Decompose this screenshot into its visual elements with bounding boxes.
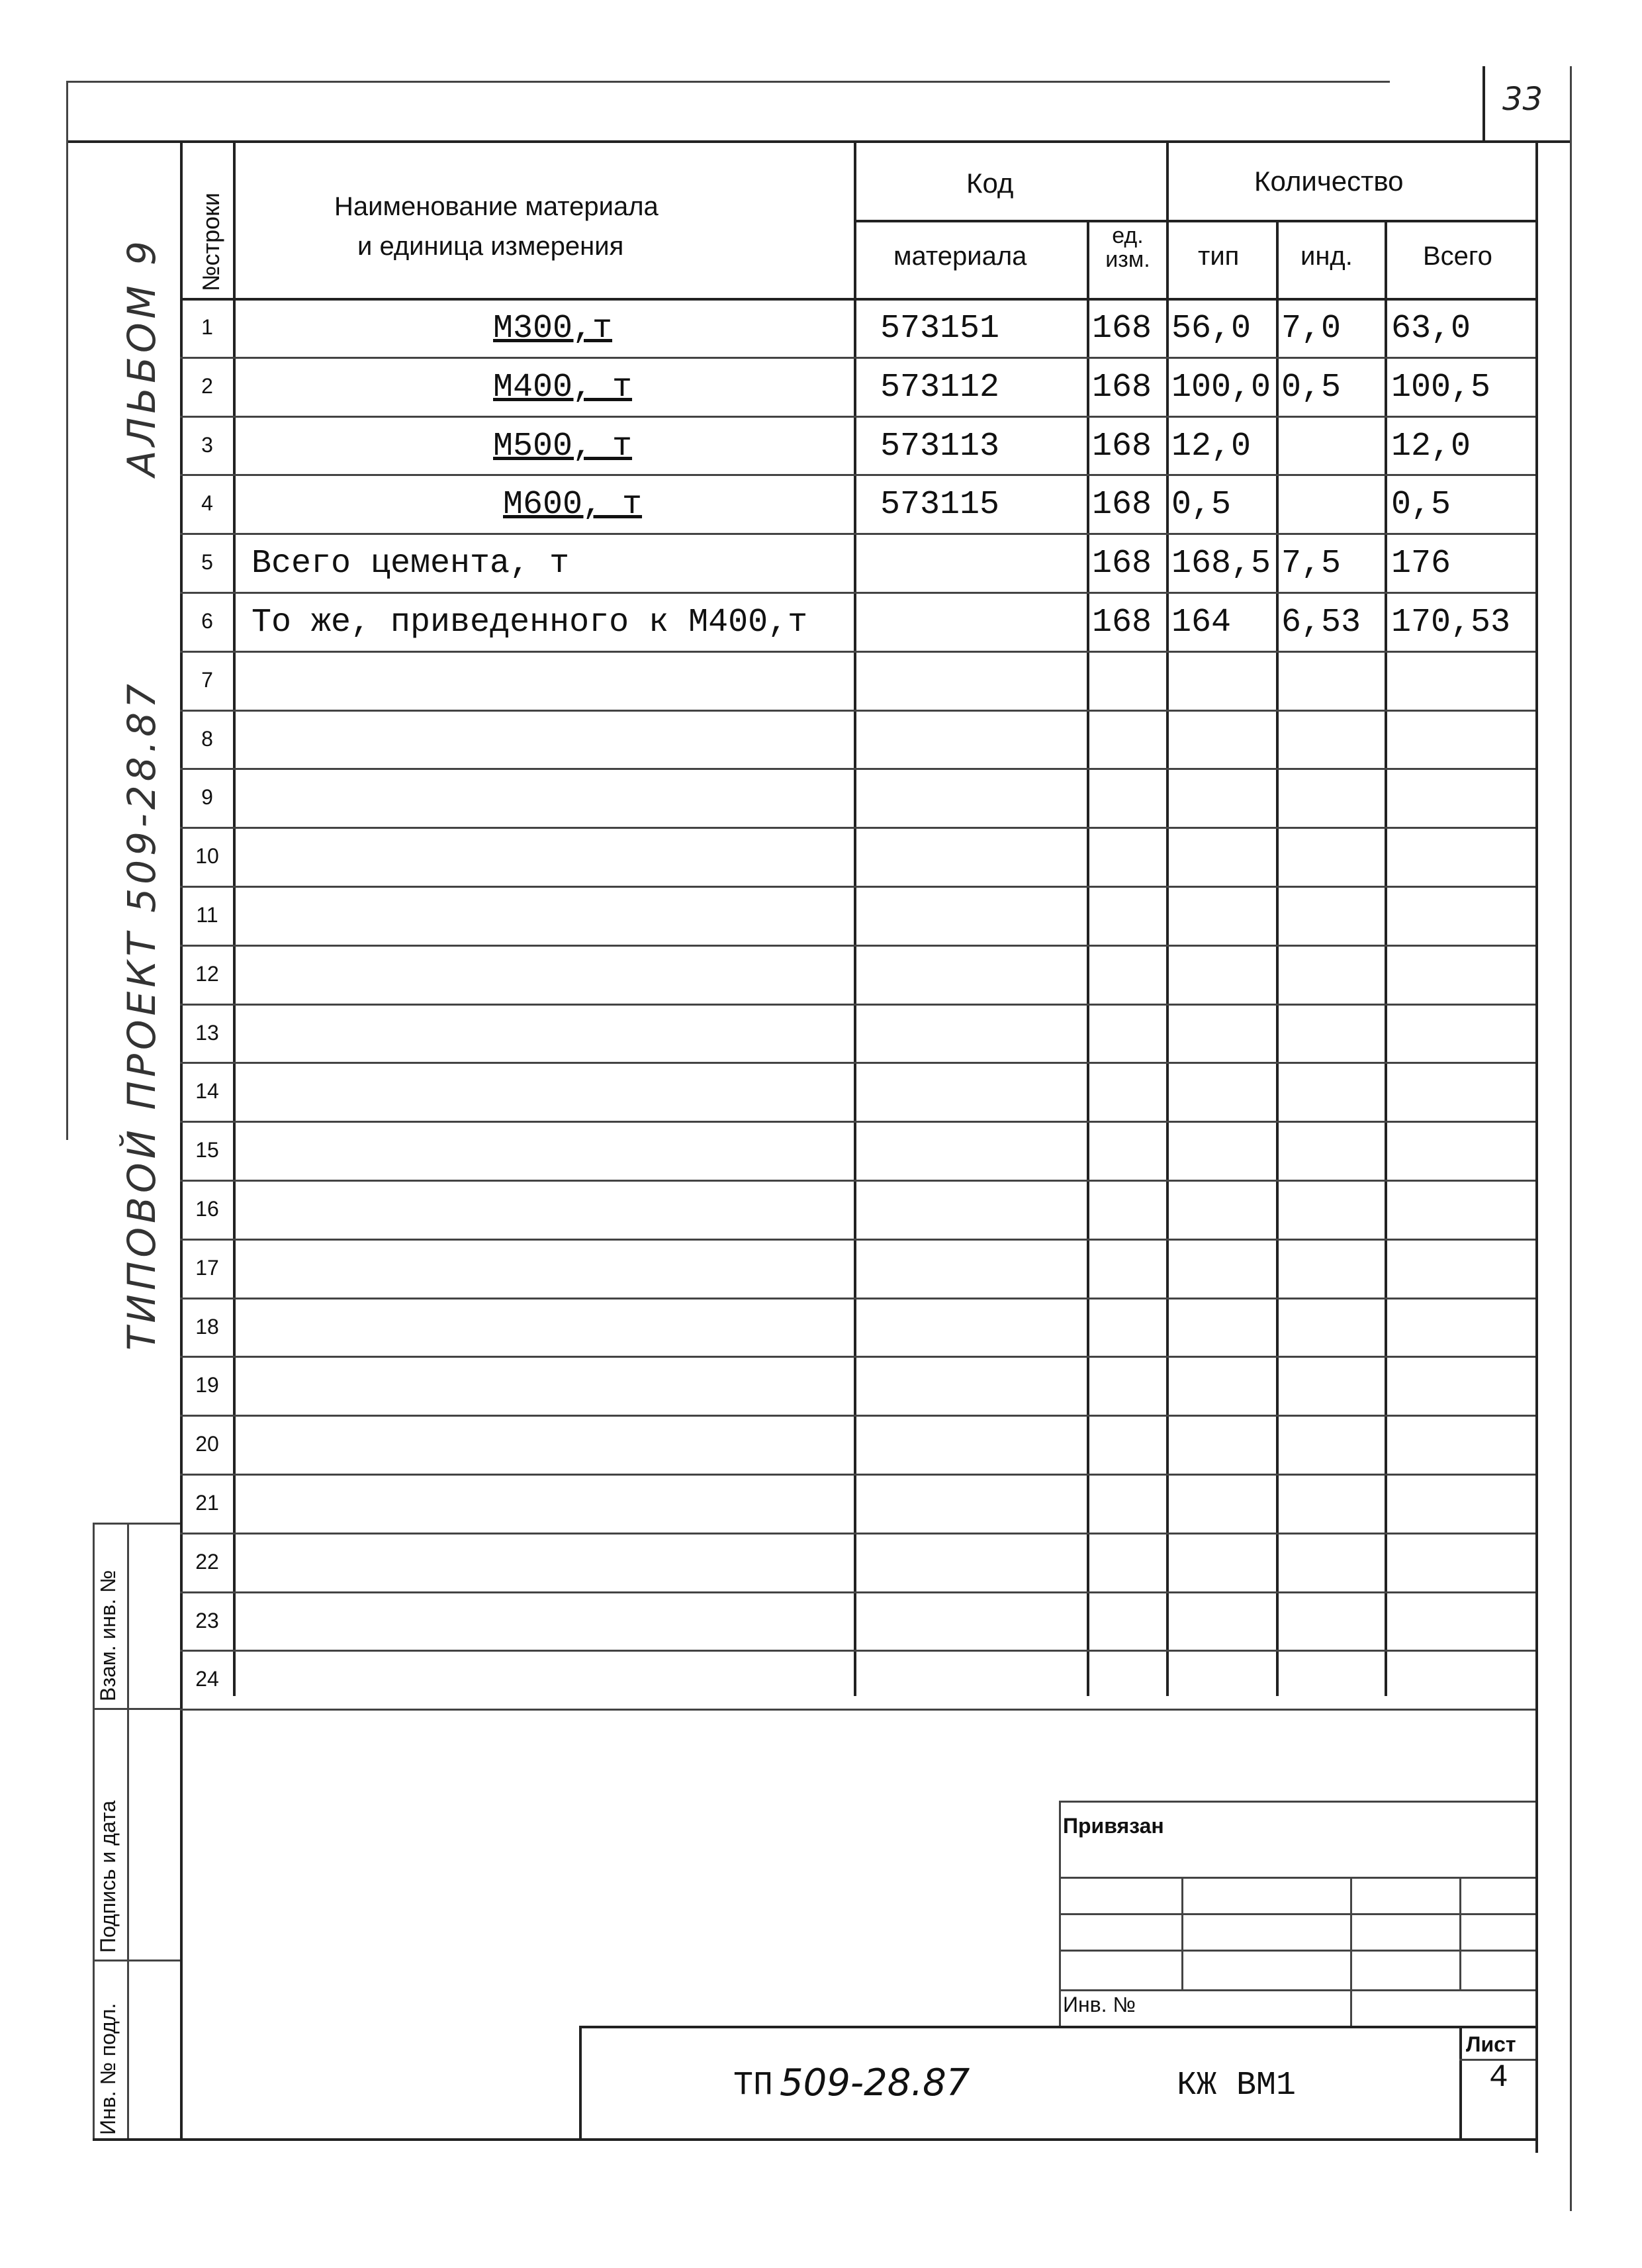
cell-unit: 168 [1092,310,1152,348]
cell-code: 573151 [880,310,1000,348]
table-row-line [180,1591,1535,1593]
stamp-inv-podl: Инв. № подл. [96,2003,120,2135]
tb-doc-number: 509-28.87 [780,2061,970,2104]
header-code-material: материала [893,242,1027,271]
cell-ind: 6,53 [1281,604,1361,641]
cell-name: М500, т [493,427,633,465]
table-row-line [180,651,1535,653]
stamp-col-left [93,1523,95,2138]
cell-typ: 100,0 [1171,368,1271,406]
cell-typ: 0,5 [1171,486,1232,524]
cell-name: Всего цемента, т [251,545,570,583]
cell-total: 63,0 [1391,310,1471,348]
tb-inv-no: Инв. № [1063,1993,1136,2016]
cell-name: М400, т [493,368,633,406]
cell-code: 573113 [880,427,1000,465]
top-frame-line [66,81,1390,83]
table-row-line [180,1239,1535,1241]
header-name-line2: и единица измерения [357,232,624,261]
row-number: 18 [195,1314,219,1339]
table-row-line [180,1356,1535,1358]
header-quantity: Количество [1254,165,1404,197]
frame-outer-right-line [1570,66,1572,2211]
table-row-line [180,592,1535,594]
cell-total: 170,53 [1391,604,1511,641]
col-name-right [854,140,856,1696]
cell-unit: 168 [1092,368,1152,406]
table-row-line [180,1004,1535,1006]
cell-total: 100,5 [1391,368,1491,406]
table-row-line [180,886,1535,888]
table-row-line [180,1062,1535,1064]
cell-typ: 56,0 [1171,310,1252,348]
header-code: Код [966,167,1014,199]
frame-bottom-line [93,2138,1537,2141]
tb-sheet-left-line [1459,2026,1462,2138]
cell-unit: 168 [1092,427,1152,465]
tb-grid-col-2 [1350,1877,1352,2026]
stamp-col-mid [127,1523,129,2138]
album-label: АЛЬБОМ 9 [119,237,164,477]
tb-main-left-line [579,2026,582,2138]
row-number: 19 [195,1373,219,1397]
col-unit-right [1166,140,1169,1696]
row-number: 20 [195,1432,219,1456]
table-row-line [180,1298,1535,1299]
table-row-line [180,357,1535,359]
frame-left-line [180,140,183,2140]
cell-ind: 7,0 [1281,310,1342,348]
header-bottom-line [180,298,1535,301]
table-row-line [180,1121,1535,1123]
tb-doc-mark: КЖ ВМ1 [1177,2067,1297,2104]
table-row-line [180,827,1535,829]
row-number: 17 [195,1255,219,1280]
header-qty-type: тип [1198,242,1240,271]
table-row-line [180,1474,1535,1476]
cell-name: То же, приведенного к М400,т [251,604,808,641]
row-number: 15 [195,1138,219,1162]
stamp-line-1 [93,1523,180,1525]
row-number: 10 [195,844,219,869]
row-number: 22 [195,1549,219,1574]
header-name-line1: Наименование материала [334,192,659,221]
cell-total: 0,5 [1391,486,1451,524]
header-qty-ind: инд. [1300,242,1353,271]
cell-ind: 0,5 [1281,368,1342,406]
tb-doc-prefix: ТП [733,2067,774,2104]
page-number-box-left [1482,66,1485,140]
stamp-podpis-data: Подпись и дата [96,1800,120,1953]
tb-main-top-line [579,2026,1537,2028]
header-subline [854,220,1535,222]
table-row-line [180,945,1535,947]
row-number: 2 [201,373,213,398]
tb-privyazan: Привязан [1063,1814,1164,1838]
row-number: 4 [201,491,213,516]
tb-grid-line-1 [1059,1877,1535,1879]
tb-grid-line-3 [1059,1950,1535,1952]
table-row-line [180,710,1535,712]
table-row-line [180,533,1535,535]
table-row-line [180,1533,1535,1535]
tb-top-line [1059,1801,1535,1803]
tb-grid-col-1 [1181,1877,1183,1989]
stamp-line-2 [93,1708,180,1710]
cell-unit: 168 [1092,486,1152,524]
project-label: ТИПОВОЙ ПРОЕКТ 509-28.87 [119,680,164,1350]
row-number: 5 [201,550,213,575]
row-number: 23 [195,1608,219,1632]
table-row-line [180,1180,1535,1182]
cell-typ: 164 [1171,604,1232,641]
stamp-line-3 [93,1960,180,1961]
row-number: 24 [195,1667,219,1691]
table-row-line [180,1415,1535,1417]
row-number: 16 [195,1197,219,1221]
row-number: 21 [195,1491,219,1515]
tb-sheet-value: 4 [1489,2060,1508,2096]
frame-top-line [66,140,1570,143]
row-number: 9 [201,785,213,810]
cell-unit: 168 [1092,604,1152,641]
row-number: 14 [195,1079,219,1104]
row-number: 3 [201,432,213,457]
cell-name: М300,т [493,310,613,348]
cell-typ: 12,0 [1171,427,1252,465]
row-number: 12 [195,961,219,986]
cell-total: 176 [1391,545,1451,583]
row-number: 11 [196,903,218,927]
row-number: 1 [201,315,213,339]
row-number: 13 [195,1020,219,1045]
table-row-line [180,474,1535,476]
header-qty-total: Всего [1423,242,1492,271]
tb-grid-col-3 [1459,1877,1461,1989]
table-row-line [180,1650,1535,1652]
table-row-line [180,1709,1535,1711]
stamp-vzam-inv: Взам. инв. № [96,1570,120,1701]
row-number: 7 [201,667,213,692]
cell-unit: 168 [1092,545,1152,583]
cell-total: 12,0 [1391,427,1471,465]
row-number: 8 [201,726,213,751]
tb-grid-line-4 [1059,1989,1535,1991]
cell-code: 573112 [880,368,1000,406]
cell-typ: 168,5 [1171,545,1271,583]
header-row-no: №строки [197,192,224,291]
cell-code: 573115 [880,486,1000,524]
tb-sheet-label: Лист [1466,2032,1516,2056]
frame-right-line [1535,140,1538,2153]
header-code-unit: ед. изм. [1105,223,1150,272]
cell-name: М600, т [503,486,643,524]
tb-grid-line-2 [1059,1913,1535,1915]
table-row-line [180,416,1535,418]
cell-ind: 7,5 [1281,545,1342,583]
table-row-line [180,768,1535,770]
frame-far-left-line [66,81,68,1140]
page-number: 33 [1502,81,1543,118]
row-number: 6 [201,609,213,633]
col-rowno-right [233,140,236,1696]
